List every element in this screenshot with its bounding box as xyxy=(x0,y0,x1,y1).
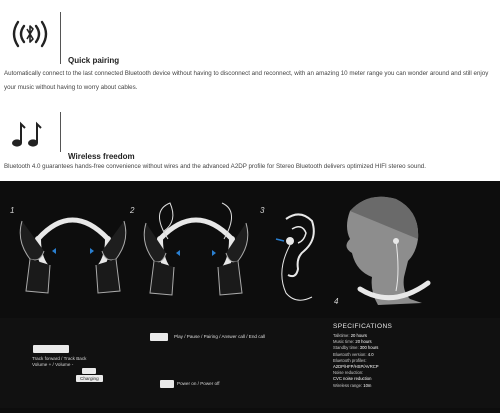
step-number: 1 xyxy=(10,206,15,215)
feature-divider xyxy=(60,112,61,152)
feature-quick-pairing xyxy=(0,0,500,96)
spec-line: Wireless range: 10m xyxy=(333,382,372,388)
feature-title: Wireless freedom xyxy=(68,152,135,161)
wearing-step-4-illustration xyxy=(346,197,428,305)
track-volume-button-icon xyxy=(33,345,69,353)
play-pause-label: Play / Pause / Pairing / Answer call / End call xyxy=(174,334,266,339)
power-button-icon xyxy=(160,380,174,388)
wearing-step-2-illustration xyxy=(144,203,248,295)
step-number: 2 xyxy=(130,206,135,215)
track-label: Track forward / Track Back xyxy=(32,356,87,361)
feature-description: Automatically connect to the last connected Bluetooth device without having to disconnect and reconnect, with an amazing 10 meter range you can wonder around and still enjoy your music without having to worry about cables. xyxy=(4,70,489,91)
spec-line: A2DP/HFP/HSP/AVRCP xyxy=(333,364,379,370)
specifications-box xyxy=(333,323,409,403)
spec-line: Noise reduction: xyxy=(333,370,364,376)
spec-line: Music time: 20 hours xyxy=(333,339,372,345)
controls-and-specs-band xyxy=(0,318,500,408)
feature-divider xyxy=(60,12,61,64)
bluetooth-signal-icon xyxy=(8,14,52,54)
wearing-step-3-illustration xyxy=(276,214,314,300)
step-number: 3 xyxy=(260,206,265,215)
feature-description: Bluetooth 4.0 guarantees hands-free convenience without wires and the advanced A2DP profile for Stereo Bluetooth delivers optimized HIFI stereo sound. xyxy=(4,163,426,170)
specifications-title: SPECIFICATIONS xyxy=(333,323,393,330)
spec-line: Bluetooth profiles: xyxy=(333,357,367,363)
spec-line: CVC noise reduction xyxy=(333,376,372,382)
feature-title: Quick pairing xyxy=(68,56,120,65)
step-number: 4 xyxy=(334,297,339,306)
charging-port-icon xyxy=(82,368,96,374)
charging-label: Charging xyxy=(76,375,103,382)
spec-line: Standby time: 300 hours xyxy=(333,345,379,351)
spec-line: Talktime: 20 hours xyxy=(333,333,367,338)
power-label: Power on / Power off xyxy=(177,381,220,386)
music-notes-icon xyxy=(8,118,48,150)
play-button-icon xyxy=(150,333,168,341)
wearing-step-1-illustration xyxy=(20,220,126,293)
spec-line: Bluetooth version: 4.0 xyxy=(333,351,374,357)
volume-label: Volume + / Volume - xyxy=(32,362,74,367)
feature-wireless-freedom xyxy=(0,104,500,180)
